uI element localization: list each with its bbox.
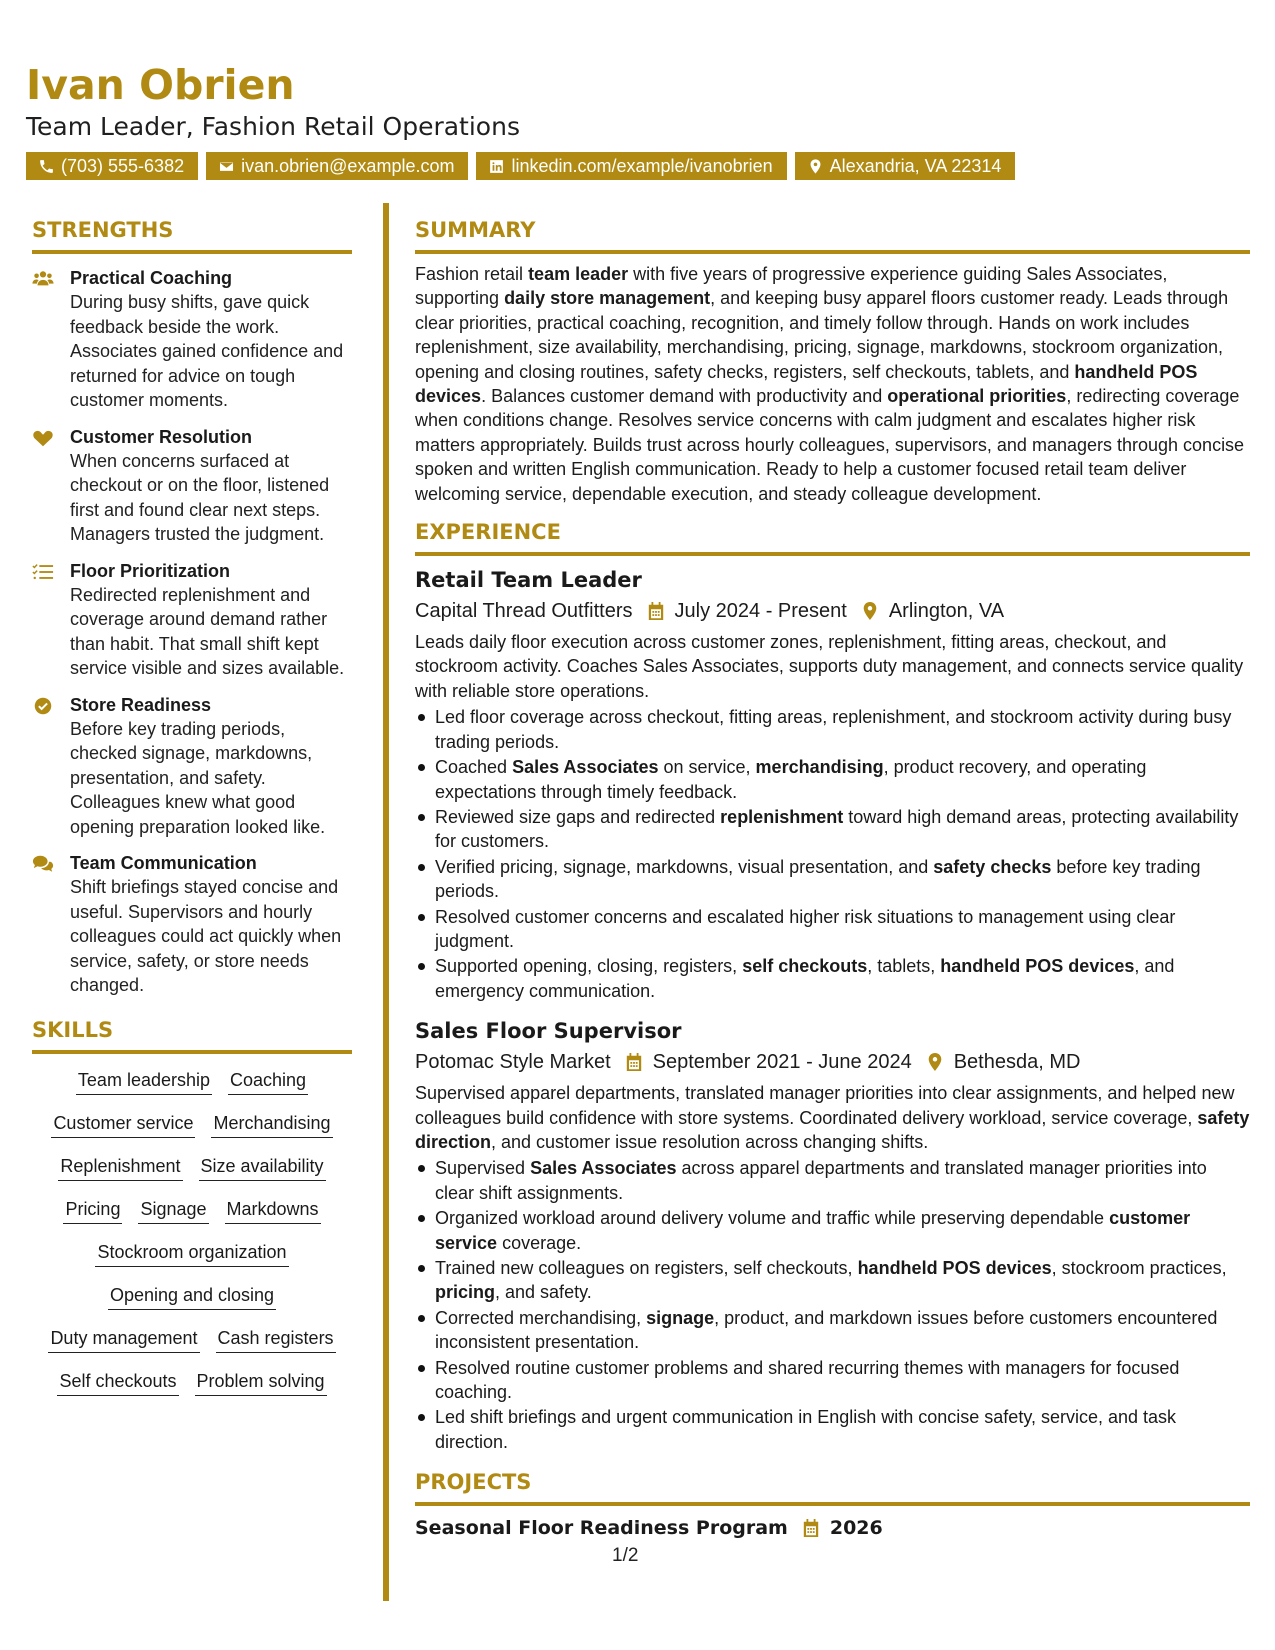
- candidate-role: Team Leader, Fashion Retail Operations: [26, 112, 520, 141]
- strength-desc: During busy shifts, gave quick feedback beside the work. Associates gained confidence and returned for advice on tough customer moments.: [70, 292, 344, 410]
- location-pin-icon: [926, 1052, 944, 1072]
- contact-bar: [26, 152, 1256, 180]
- bullet-item: Supervised Sales Associates across apparel departments and translated manager priorities into clear shift assignments.: [415, 1156, 1250, 1205]
- strengths-heading: STRENGTHS: [32, 216, 352, 254]
- job-entry: [415, 566, 1250, 1003]
- skill-tag: Problem solving: [195, 1369, 327, 1396]
- list-check-icon: [32, 562, 54, 582]
- project-entry: [415, 1514, 1250, 1542]
- job-meta: [415, 1047, 1250, 1077]
- skill-tag: Customer service: [51, 1111, 195, 1138]
- heart-icon: [32, 428, 54, 448]
- users-icon: [32, 269, 54, 289]
- contact-phone-text: (703) 555-6382: [61, 156, 185, 176]
- strength-item: [32, 693, 352, 840]
- job-entry: [415, 1017, 1250, 1454]
- right-column: [415, 216, 1250, 1542]
- job-company: Capital Thread Outfitters: [415, 600, 633, 623]
- skill-tag: Merchandising: [211, 1111, 332, 1138]
- strengths-list: [32, 266, 352, 998]
- summary-text: Fashion retail team leader with five years of progressive experience guiding Sales Associates, supporting daily store management, and keeping busy apparel floors customer ready. Leads through clear priorities, practical coaching, recognition, and timely follow through. Hands on work includes replenishment, size availability, merchandising, pricing, signage, markdowns, stockroom organization, opening and closing routines, safety checks, registers, self checkouts, tablets, and handheld POS devices. Balances customer demand with productivity and operational priorities, redirecting coverage when conditions change. Resolves service concerns with calm judgment and escalates higher risk matters appropriately. Builds trust across hourly colleagues, supervisors, and managers through concise spoken and written English communication. Ready to help a customer focused retail team deliver welcoming service, dependable execution, and steady colleague development.: [415, 264, 1245, 504]
- job-title: Retail Team Leader: [415, 568, 642, 593]
- skill-tag: Opening and closing: [108, 1283, 276, 1310]
- contact-linkedin[interactable]: [476, 152, 786, 180]
- comments-icon: [32, 854, 54, 874]
- skill-tag: Duty management: [48, 1326, 199, 1353]
- bullet-item: Resolved customer concerns and escalated higher risk situations to management using clear judgment.: [415, 905, 1250, 954]
- project-year: 2026: [829, 1517, 883, 1540]
- strength-desc: Shift briefings stayed concise and useful. Supervisors and hourly colleagues could act quickly when service, safety, or store needs changed.: [70, 877, 342, 995]
- contact-location[interactable]: [795, 152, 1016, 180]
- job-dates: July 2024 - Present: [674, 600, 847, 623]
- bullet-item: Trained new colleagues on registers, self checkouts, handheld POS devices, stockroom practices, pricing, and safety.: [415, 1256, 1250, 1305]
- bullet-item: Reviewed size gaps and redirected replenishment toward high demand areas, protecting availability for customers.: [415, 805, 1250, 854]
- left-column: [32, 216, 352, 1396]
- linkedin-icon: [488, 158, 505, 175]
- projects-section: [415, 1468, 1250, 1542]
- skill-tag: Pricing: [63, 1197, 122, 1224]
- bullet-item: Organized workload around delivery volume and traffic while preserving dependable customer service coverage.: [415, 1206, 1250, 1255]
- job-company: Potomac Style Market: [415, 1051, 611, 1074]
- skill-tag: Size availability: [199, 1154, 326, 1181]
- contact-email-text: ivan.obrien@example.com: [241, 156, 455, 176]
- strength-title: Store Readiness: [70, 694, 212, 715]
- job-description: Supervised apparel departments, translated manager priorities into clear assignments, and helped new colleagues build confidence with store systems. Coordinated delivery workload, service coverage, safety direction, and customer issue resolution across changing shifts.: [415, 1083, 1250, 1152]
- strength-item: [32, 559, 352, 681]
- skills-heading: SKILLS: [32, 1016, 352, 1054]
- bullet-item: Corrected merchandising, signage, product, and markdown issues before customers encountered inconsistent presentation.: [415, 1306, 1250, 1355]
- candidate-name: Ivan Obrien: [26, 61, 295, 109]
- page-number: 1/2: [612, 1545, 639, 1566]
- job-dates: September 2021 - June 2024: [652, 1051, 912, 1074]
- project-title: Seasonal Floor Readiness Program: [415, 1517, 788, 1540]
- bullet-item: Coached Sales Associates on service, merchandising, product recovery, and operating expectations through timely feedback.: [415, 755, 1250, 804]
- bullet-item: Resolved routine customer problems and shared recurring themes with managers for focused coaching.: [415, 1356, 1250, 1405]
- experience-heading: EXPERIENCE: [415, 518, 1250, 556]
- strength-item: [32, 266, 352, 413]
- strength-item: [32, 851, 352, 998]
- phone-icon: [38, 158, 55, 175]
- bullet-item: Verified pricing, signage, markdowns, visual presentation, and safety checks before key trading periods.: [415, 855, 1250, 904]
- job-location: Arlington, VA: [888, 600, 1005, 623]
- check-circle-icon: [32, 696, 54, 716]
- summary-heading: SUMMARY: [415, 216, 1250, 254]
- contact-phone[interactable]: [26, 152, 198, 180]
- job-location: Bethesda, MD: [953, 1051, 1081, 1074]
- strength-title: Team Communication: [70, 853, 257, 873]
- skill-tag: Markdowns: [225, 1197, 321, 1224]
- calendar-icon: [802, 1518, 820, 1538]
- bullet-item: Supported opening, closing, registers, self checkouts, tablets, handheld POS devices, and emergency communication.: [415, 954, 1250, 1003]
- location-pin-icon: [807, 158, 824, 175]
- contact-linkedin-text: linkedin.com/example/ivanobrien: [511, 156, 773, 176]
- strength-desc: Redirected replenishment and coverage around demand rather than habit. That small shift kept service visible and sizes available.: [70, 584, 345, 678]
- contact-email[interactable]: [206, 152, 468, 180]
- strength-title: Customer Resolution: [70, 426, 253, 447]
- skill-tag: Stockroom organization: [95, 1240, 288, 1267]
- bullet-item: Led floor coverage across checkout, fitting areas, replenishment, and stockroom activity during busy trading periods.: [415, 705, 1250, 754]
- job-bullets: [415, 1156, 1250, 1454]
- skill-tag: Coaching: [228, 1068, 308, 1095]
- projects-heading: PROJECTS: [415, 1468, 1250, 1506]
- skill-tag: Self checkouts: [57, 1369, 178, 1396]
- strength-desc: When concerns surfaced at checkout or on the floor, listened first and found clear next steps. Managers trusted the judgment.: [70, 450, 330, 544]
- contact-location-text: Alexandria, VA 22314: [829, 156, 1002, 176]
- skills-section: [32, 1016, 352, 1396]
- location-pin-icon: [861, 601, 879, 621]
- job-meta: [415, 596, 1250, 626]
- calendar-icon: [625, 1052, 643, 1072]
- skill-tag: Signage: [138, 1197, 208, 1224]
- strength-item: [32, 425, 352, 547]
- mail-icon: [218, 158, 235, 175]
- skills-list: [32, 1068, 352, 1396]
- job-title: Sales Floor Supervisor: [415, 1019, 682, 1044]
- strength-title: Practical Coaching: [70, 268, 233, 288]
- job-description: Leads daily floor execution across customer zones, replenishment, fitting areas, checkout, and stockroom activity. Coaches Sales Associates, supports duty management, and connects service quality with reliable store operations.: [415, 632, 1244, 701]
- skill-tag: Cash registers: [216, 1326, 336, 1353]
- calendar-icon: [647, 601, 665, 621]
- strength-title: Floor Prioritization: [70, 560, 230, 581]
- job-bullets: [415, 705, 1250, 1003]
- skill-tag: Team leadership: [76, 1068, 212, 1095]
- experience-section: [415, 518, 1250, 1454]
- bullet-item: Led shift briefings and urgent communication in English with concise safety, service, and task direction.: [415, 1405, 1250, 1454]
- column-divider: [383, 203, 389, 1601]
- strength-desc: Before key trading periods, checked signage, markdowns, presentation, and safety. Colleagues knew what good opening preparation looked like.: [70, 718, 326, 837]
- skill-tag: Replenishment: [58, 1154, 182, 1181]
- resume-header: [26, 60, 1256, 180]
